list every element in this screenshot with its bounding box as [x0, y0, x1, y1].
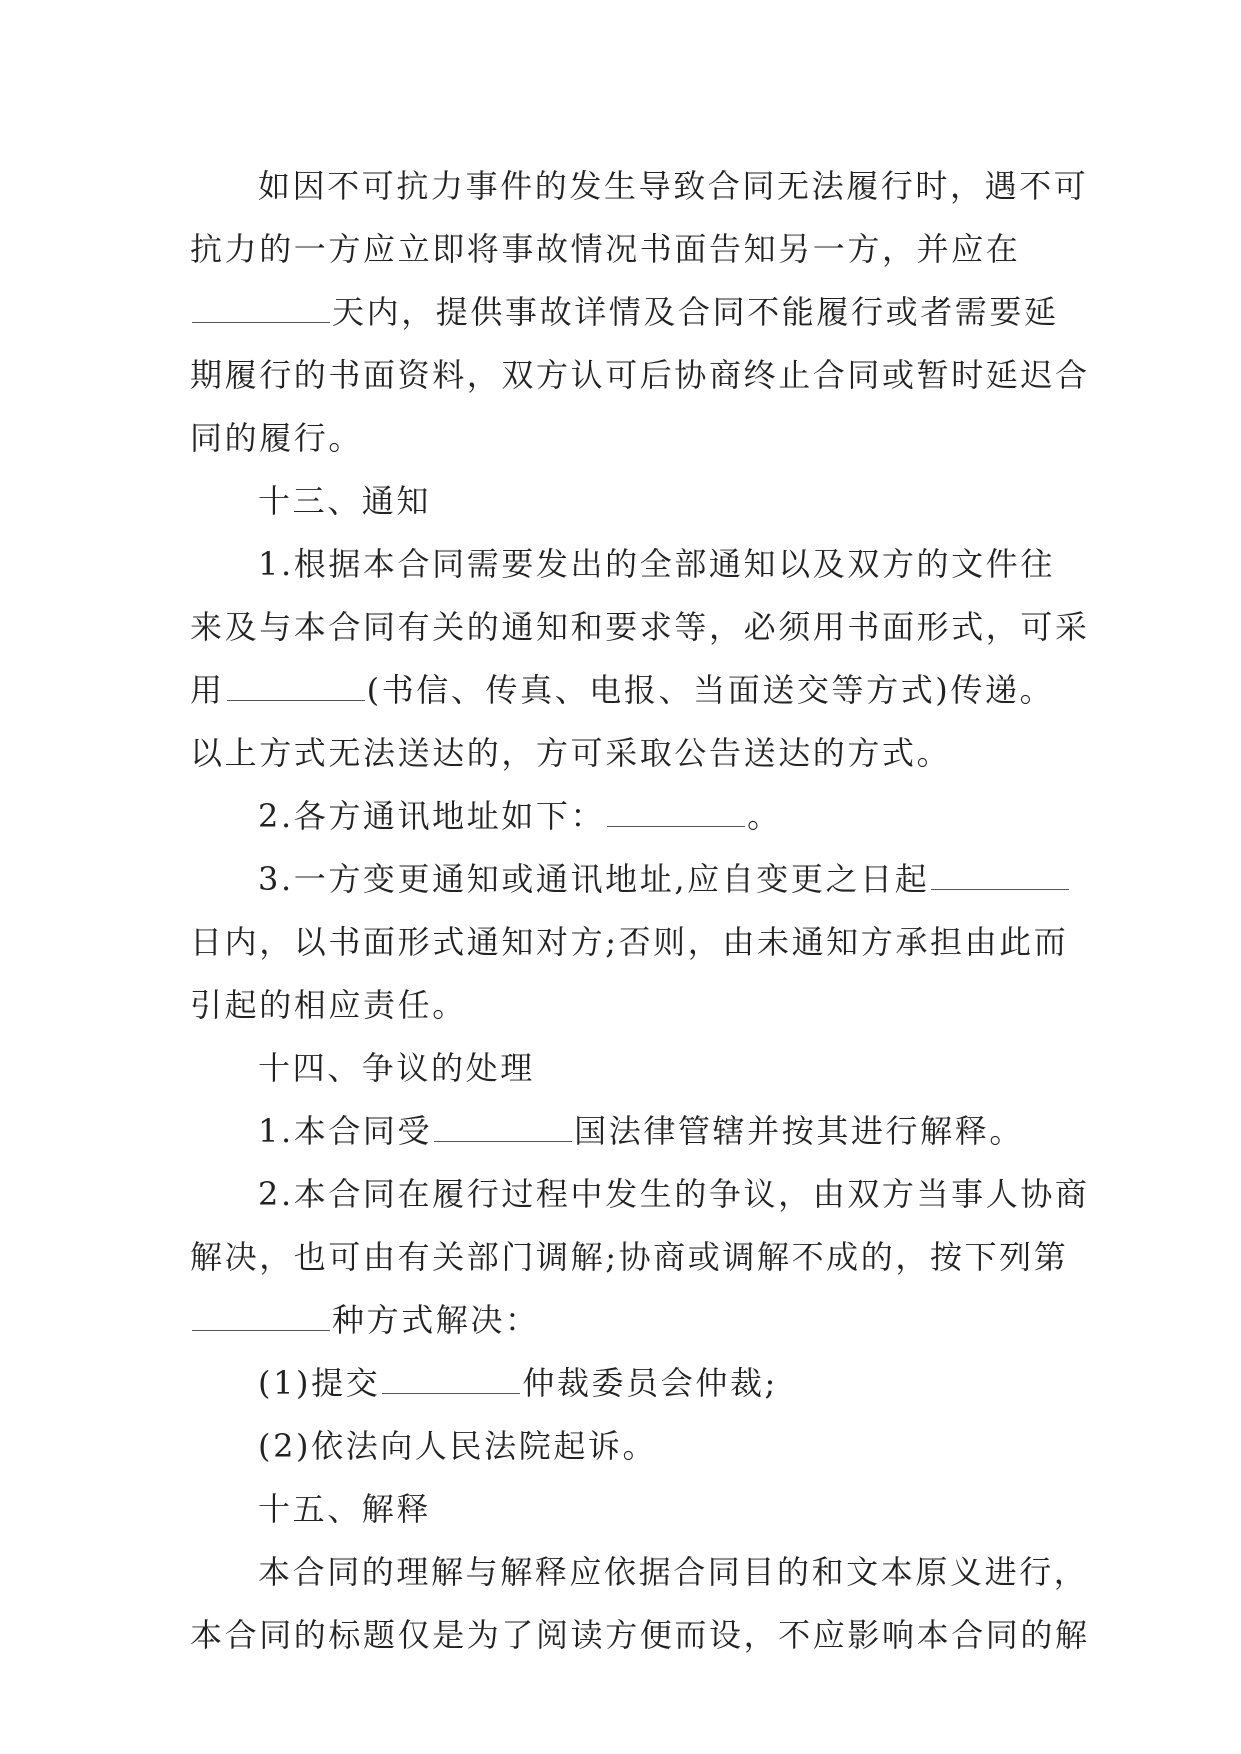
section-14-heading: 十四、争议的处理: [258, 1049, 535, 1087]
blank-field-resolution-option: [192, 1306, 330, 1331]
dispute-item-1-prefix: 1.本合同受: [258, 1112, 433, 1150]
dispute-option-1-suffix: 仲裁委员会仲裁;: [522, 1364, 778, 1402]
dispute-item-2-line-3: [190, 1289, 1052, 1352]
notice-item-1-line-2: 来及与本合同有关的通知和要求等，必须用书面形式，可采: [190, 608, 1090, 646]
notice-item-3-line-1: [190, 848, 1052, 911]
dispute-option-2: (2)依法向人民法院起诉。: [258, 1427, 658, 1465]
blank-field-arbitration-commission: [382, 1369, 520, 1394]
notice-item-1-line-1: 1.根据本合同需要发出的全部通知以及双方的文件往: [258, 545, 1055, 583]
document-body: [190, 155, 1090, 1667]
force-majeure-line-1: 如因不可抗力事件的发生导致合同无法履行时，遇不可: [258, 167, 1089, 205]
force-majeure-line-3-text: 天内，提供事故详情及合同不能履行或者需要延: [332, 293, 1059, 331]
force-majeure-line-5: 同的履行。: [190, 419, 364, 457]
dispute-item-2-line-1: 2.本合同在履行过程中发生的争议，由双方当事人协商: [258, 1175, 1090, 1213]
blank-field-address: [607, 802, 745, 827]
blank-field-country: [434, 1117, 572, 1142]
section-13-heading: 十三、通知: [258, 482, 432, 520]
section-15-heading: 十五、解释: [258, 1490, 432, 1528]
force-majeure-line-4: 期履行的书面资料，双方认可后协商终止合同或暂时延迟合: [190, 356, 1090, 394]
dispute-item-1-suffix: 国法律管辖并按其进行解释。: [574, 1112, 1024, 1150]
notice-item-2: [190, 785, 1052, 848]
notice-item-1-line-3-prefix: 用: [190, 671, 225, 709]
dispute-item-2-line-2: 解决，也可由有关部门调解;协商或调解不成的，按下列第: [190, 1238, 1069, 1276]
dispute-item-2-line-3-text: 种方式解决：: [332, 1301, 540, 1339]
blank-field-days: [192, 298, 330, 323]
notice-item-2-suffix: 。: [747, 797, 782, 835]
blank-field-change-days: [931, 865, 1069, 890]
notice-item-3-line-3: 引起的相应责任。: [190, 986, 467, 1024]
blank-field-delivery-method: [227, 676, 365, 701]
notice-item-3-line-1-text: 3.一方变更通知或通讯地址,应自变更之日起: [258, 860, 930, 898]
notice-item-1-line-3: [190, 659, 1055, 722]
force-majeure-line-3: [190, 281, 1059, 344]
notice-item-1-line-4: 以上方式无法送达的，方可采取公告送达的方式。: [190, 734, 952, 772]
notice-item-2-prefix: 2.各方通讯地址如下：: [258, 797, 606, 835]
interpretation-line-2: 本合同的标题仅是为了阅读方便而设，不应影响本合同的解: [190, 1616, 1090, 1654]
notice-item-1-line-3-suffix: (书信、传真、电报、当面送交等方式)传递。: [366, 671, 1055, 709]
dispute-option-1-prefix: (1)提交: [258, 1364, 381, 1402]
force-majeure-line-2: 抗力的一方应立即将事故情况书面告知另一方，并应在: [190, 230, 1021, 268]
notice-item-3-line-2: 日内，以书面形式通知对方;否则，由未通知方承担由此而: [190, 923, 1069, 961]
interpretation-line-1: 本合同的理解与解释应依据合同目的和文本原义进行，: [258, 1553, 1089, 1591]
dispute-item-1: [190, 1100, 1052, 1163]
dispute-option-1: [190, 1352, 1052, 1415]
